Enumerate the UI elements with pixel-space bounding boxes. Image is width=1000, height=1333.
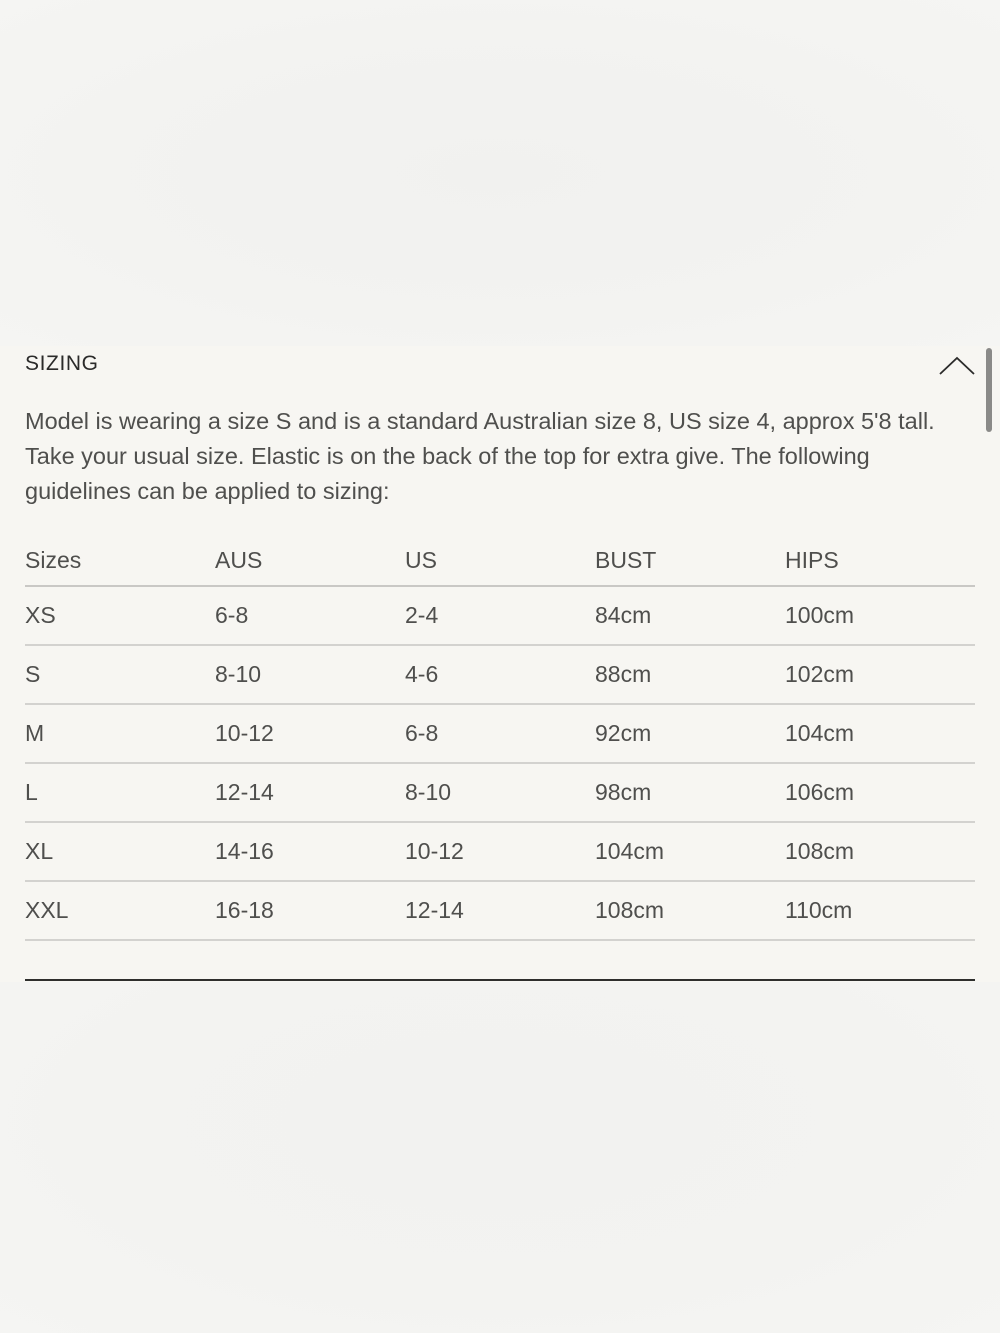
header-us: US (405, 534, 595, 586)
table-row (25, 704, 975, 763)
product-image-top (0, 0, 1000, 346)
sizing-title: SIZING (25, 352, 99, 375)
cell-bust: 84cm (595, 586, 785, 645)
cell-aus: 14-16 (215, 822, 405, 881)
cell-us: 10-12 (405, 822, 595, 881)
cell-bust: 92cm (595, 704, 785, 763)
cell-hips: 106cm (785, 763, 975, 822)
table-row (25, 763, 975, 822)
cell-size: L (25, 763, 215, 822)
cell-bust: 98cm (595, 763, 785, 822)
sizing-panel (0, 346, 1000, 982)
cell-bust: 88cm (595, 645, 785, 704)
sizing-description: Model is wearing a size S and is a standard Australian size 8, US size 4, approx 5'8 tall. Take your usual size. Elastic is on the back of the top for extra give. The following guidelines can be applied to sizing: (25, 408, 935, 504)
scrollbar-thumb[interactable] (986, 348, 992, 432)
header-aus: AUS (215, 534, 405, 586)
cell-hips: 108cm (785, 822, 975, 881)
cell-size: XL (25, 822, 215, 881)
cell-size: M (25, 704, 215, 763)
cell-bust: 104cm (595, 822, 785, 881)
cell-aus: 8-10 (215, 645, 405, 704)
cell-us: 6-8 (405, 704, 595, 763)
header-bust: BUST (595, 534, 785, 586)
cell-bust: 108cm (595, 881, 785, 940)
cell-size: S (25, 645, 215, 704)
cell-hips: 110cm (785, 881, 975, 940)
cell-us: 2-4 (405, 586, 595, 645)
cell-size: XS (25, 586, 215, 645)
header-hips: HIPS (785, 534, 975, 586)
cell-hips: 102cm (785, 645, 975, 704)
table-row (25, 645, 975, 704)
cell-aus: 16-18 (215, 881, 405, 940)
table-row (25, 881, 975, 940)
chevron-up-icon[interactable] (939, 356, 975, 376)
cell-us: 12-14 (405, 881, 595, 940)
sizing-accordion-toggle[interactable] (25, 346, 975, 386)
cell-aus: 10-12 (215, 704, 405, 763)
cell-us: 8-10 (405, 763, 595, 822)
product-image-bottom (0, 982, 1000, 1333)
cell-aus: 12-14 (215, 763, 405, 822)
cell-us: 4-6 (405, 645, 595, 704)
header-sizes: Sizes (25, 534, 215, 586)
table-header-row (25, 534, 975, 586)
table-row (25, 586, 975, 645)
size-chart-table (25, 534, 975, 941)
cell-hips: 104cm (785, 704, 975, 763)
cell-size: XXL (25, 881, 215, 940)
cell-aus: 6-8 (215, 586, 405, 645)
cell-hips: 100cm (785, 586, 975, 645)
section-divider (25, 979, 975, 981)
table-row (25, 822, 975, 881)
